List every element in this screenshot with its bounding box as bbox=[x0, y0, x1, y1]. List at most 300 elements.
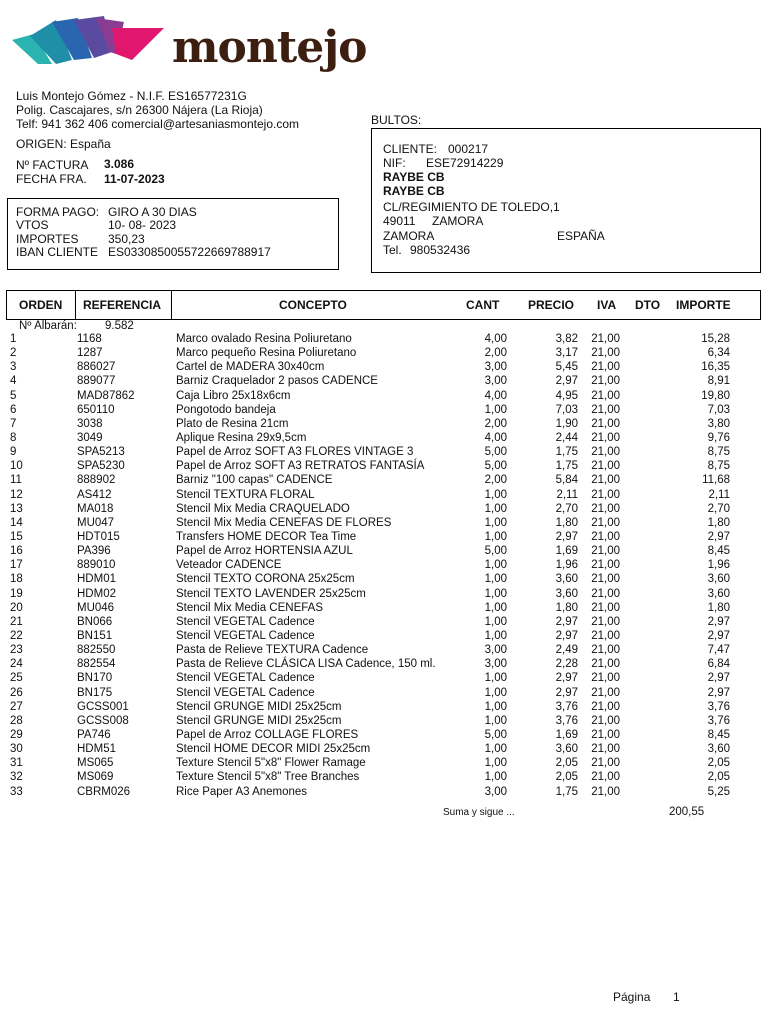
payment-forma: GIRO A 30 DIAS bbox=[108, 205, 197, 219]
row-referencia: MU046 bbox=[77, 601, 115, 614]
row-referencia: BN170 bbox=[77, 672, 113, 685]
row-cant: 1,00 bbox=[484, 743, 507, 756]
row-precio: 2,05 bbox=[555, 757, 578, 770]
row-iva: 21,00 bbox=[591, 743, 620, 756]
row-precio: 1,75 bbox=[555, 785, 578, 798]
company-line-3: Telf: 941 362 406 comercial@artesaniasmontejo.com bbox=[16, 117, 299, 131]
table-row bbox=[0, 714, 768, 728]
row-concepto: Papel de Arroz SOFT A3 FLORES VINTAGE 3 bbox=[176, 446, 414, 459]
row-iva: 21,00 bbox=[591, 530, 620, 543]
row-referencia: MS065 bbox=[77, 757, 114, 770]
row-importe: 3,76 bbox=[707, 700, 730, 713]
row-orden: 10 bbox=[10, 460, 23, 473]
row-referencia: 1287 bbox=[77, 347, 103, 360]
row-referencia: HDM01 bbox=[77, 573, 116, 586]
row-precio: 2,97 bbox=[555, 672, 578, 685]
payment-vtos-label: VTOS bbox=[16, 218, 49, 232]
albaran-label: Nº Albarán: bbox=[19, 320, 77, 332]
row-orden: 17 bbox=[10, 559, 23, 572]
row-cant: 1,00 bbox=[484, 771, 507, 784]
table-row bbox=[0, 686, 768, 700]
row-importe: 15,28 bbox=[701, 333, 730, 345]
row-concepto: Veteador CADENCE bbox=[176, 559, 282, 572]
row-referencia: 882550 bbox=[77, 644, 116, 657]
row-referencia: PA396 bbox=[77, 545, 111, 558]
row-importe: 8,91 bbox=[707, 375, 730, 388]
header-referencia: REFERENCIA bbox=[83, 298, 162, 312]
row-referencia: BN175 bbox=[77, 686, 113, 699]
table-row bbox=[0, 544, 768, 558]
row-iva: 21,00 bbox=[591, 785, 620, 798]
row-iva: 21,00 bbox=[591, 644, 620, 657]
row-orden: 4 bbox=[10, 375, 17, 388]
row-concepto: Pongotodo bandeja bbox=[176, 403, 276, 416]
row-orden: 22 bbox=[10, 629, 23, 642]
row-orden: 3 bbox=[10, 361, 17, 374]
table-row bbox=[0, 488, 768, 502]
row-concepto: Aplique Resina 29x9,5cm bbox=[176, 431, 307, 444]
invoice-date-label: FECHA FRA. bbox=[16, 172, 87, 186]
row-concepto: Stencil Mix Media CRAQUELADO bbox=[176, 502, 350, 515]
row-referencia: BN151 bbox=[77, 629, 113, 642]
row-importe: 2,97 bbox=[707, 672, 730, 685]
row-referencia: 889077 bbox=[77, 375, 116, 388]
row-cant: 1,00 bbox=[484, 403, 507, 416]
table-row bbox=[0, 785, 768, 799]
row-cant: 3,00 bbox=[484, 658, 507, 671]
row-orden: 5 bbox=[10, 389, 17, 402]
row-cant: 1,00 bbox=[484, 488, 507, 501]
row-cant: 3,00 bbox=[484, 361, 507, 374]
suma-label: Suma y sigue ... bbox=[443, 807, 515, 818]
row-cant: 4,00 bbox=[484, 431, 507, 444]
row-precio: 3,60 bbox=[555, 573, 578, 586]
table-row bbox=[0, 459, 768, 473]
row-orden: 14 bbox=[10, 516, 23, 529]
row-precio: 2,28 bbox=[555, 658, 578, 671]
row-orden: 15 bbox=[10, 530, 23, 543]
row-orden: 11 bbox=[10, 474, 22, 487]
client-name-1: RAYBE CB bbox=[383, 170, 445, 184]
table-row bbox=[0, 516, 768, 530]
row-referencia: SPA5213 bbox=[77, 446, 125, 459]
payment-vtos: 10- 08- 2023 bbox=[108, 218, 177, 232]
row-precio: 3,17 bbox=[555, 347, 578, 360]
table-row bbox=[0, 431, 768, 445]
client-address: CL/REGIMIENTO DE TOLEDO,1 bbox=[383, 200, 560, 214]
row-precio: 3,60 bbox=[555, 587, 578, 600]
row-iva: 21,00 bbox=[591, 714, 620, 727]
row-iva: 21,00 bbox=[591, 361, 620, 374]
client-nif-label: NIF: bbox=[383, 156, 406, 170]
row-iva: 21,00 bbox=[591, 347, 620, 360]
row-cant: 2,00 bbox=[484, 474, 507, 487]
row-cant: 1,00 bbox=[484, 573, 507, 586]
row-importe: 2,11 bbox=[708, 488, 730, 501]
table-row bbox=[0, 530, 768, 544]
row-referencia: 1168 bbox=[77, 333, 102, 345]
row-concepto: Stencil GRUNGE MIDI 25x25cm bbox=[176, 700, 342, 713]
row-orden: 33 bbox=[10, 785, 23, 798]
client-code: 000217 bbox=[448, 142, 489, 156]
row-precio: 2,97 bbox=[555, 375, 578, 388]
row-iva: 21,00 bbox=[591, 431, 620, 444]
header-dto: DTO bbox=[635, 298, 661, 312]
table-row bbox=[0, 629, 768, 643]
table-row bbox=[0, 657, 768, 671]
table-row bbox=[0, 346, 768, 360]
row-referencia: MU047 bbox=[77, 516, 115, 529]
client-tel: 980532436 bbox=[410, 243, 471, 257]
row-referencia: 650110 bbox=[77, 403, 115, 416]
row-importe: 2,97 bbox=[707, 615, 730, 628]
row-orden: 16 bbox=[10, 545, 23, 558]
row-precio: 5,84 bbox=[555, 474, 578, 487]
client-name-2: RAYBE CB bbox=[383, 184, 445, 198]
table-row bbox=[0, 601, 768, 615]
row-concepto: Stencil VEGETAL Cadence bbox=[176, 629, 315, 642]
row-iva: 21,00 bbox=[591, 389, 620, 402]
row-referencia: HDM02 bbox=[77, 587, 116, 600]
table-row bbox=[0, 587, 768, 601]
invoice-date: 11-07-2023 bbox=[104, 172, 165, 186]
row-orden: 18 bbox=[10, 573, 23, 586]
row-cant: 4,00 bbox=[484, 389, 507, 402]
row-iva: 21,00 bbox=[591, 757, 620, 770]
row-iva: 21,00 bbox=[591, 375, 620, 388]
row-concepto: Stencil VEGETAL Cadence bbox=[176, 615, 315, 628]
row-cant: 5,00 bbox=[484, 460, 507, 473]
row-iva: 21,00 bbox=[591, 403, 620, 416]
row-importe: 2,05 bbox=[707, 771, 730, 784]
table-row bbox=[0, 360, 768, 374]
row-precio: 1,69 bbox=[555, 728, 578, 741]
suma-value: 200,55 bbox=[669, 806, 705, 818]
row-precio: 2,97 bbox=[555, 686, 578, 699]
row-referencia: MAD87862 bbox=[77, 389, 135, 402]
row-concepto: Stencil VEGETAL Cadence bbox=[176, 686, 315, 699]
row-cant: 1,00 bbox=[484, 615, 507, 628]
row-importe: 8,45 bbox=[707, 728, 730, 741]
row-importe: 6,34 bbox=[707, 347, 730, 360]
row-referencia: 3038 bbox=[77, 417, 103, 430]
payment-importes: 350,23 bbox=[108, 232, 145, 246]
row-precio: 7,03 bbox=[555, 403, 578, 416]
origin: ORIGEN: España bbox=[16, 137, 111, 151]
row-concepto: Stencil TEXTO CORONA 25x25cm bbox=[176, 573, 355, 586]
row-iva: 21,00 bbox=[591, 460, 620, 473]
row-concepto: Stencil GRUNGE MIDI 25x25cm bbox=[176, 714, 342, 727]
company-line-1: Luis Montejo Gómez - N.I.F. ES16577231G bbox=[16, 89, 247, 103]
client-postal: 49011 bbox=[383, 214, 416, 228]
row-concepto: Papel de Arroz COLLAGE FLORES bbox=[176, 728, 359, 741]
row-orden: 12 bbox=[10, 488, 23, 501]
header-importe: IMPORTE bbox=[676, 298, 731, 312]
row-importe: 9,76 bbox=[707, 431, 730, 444]
row-precio: 3,60 bbox=[555, 743, 578, 756]
row-concepto: Stencil TEXTURA FLORAL bbox=[176, 488, 315, 501]
client-nif: ESE72914229 bbox=[426, 156, 504, 170]
row-importe: 2,97 bbox=[707, 530, 730, 543]
row-cant: 1,00 bbox=[484, 714, 507, 727]
payment-iban: ES0330850055722669788917 bbox=[108, 245, 271, 259]
row-concepto: Cartel de MADERA 30x40cm bbox=[176, 361, 325, 374]
row-iva: 21,00 bbox=[591, 686, 620, 699]
row-iva: 21,00 bbox=[591, 658, 620, 671]
client-city: ZAMORA bbox=[432, 214, 484, 228]
row-orden: 28 bbox=[10, 714, 23, 727]
row-orden: 26 bbox=[10, 686, 23, 699]
table-row bbox=[0, 502, 768, 516]
row-concepto: Stencil TEXTO LAVENDER 25x25cm bbox=[176, 587, 366, 600]
row-cant: 5,00 bbox=[484, 728, 507, 741]
row-concepto: Pasta de Relieve TEXTURA Cadence bbox=[176, 644, 369, 657]
row-precio: 2,97 bbox=[555, 629, 578, 642]
table-row bbox=[0, 403, 768, 417]
company-line-2: Polig. Cascajares, s/n 26300 Nájera (La Rioja) bbox=[16, 103, 263, 117]
row-referencia: AS412 bbox=[77, 488, 112, 501]
row-concepto: Stencil Mix Media CENEFAS bbox=[176, 601, 323, 614]
payment-importes-label: IMPORTES bbox=[16, 232, 79, 246]
row-concepto: Stencil Mix Media CENEFAS DE FLORES bbox=[176, 516, 392, 529]
row-cant: 2,00 bbox=[484, 417, 507, 430]
row-concepto: Stencil VEGETAL Cadence bbox=[176, 672, 315, 685]
row-iva: 21,00 bbox=[591, 545, 620, 558]
header-cant: CANT bbox=[466, 298, 500, 312]
row-orden: 21 bbox=[10, 615, 23, 628]
row-cant: 1,00 bbox=[484, 587, 507, 600]
row-cant: 3,00 bbox=[484, 644, 507, 657]
row-concepto: Barniz Craquelador 2 pasos CADENCE bbox=[176, 375, 378, 388]
row-concepto: Barniz "100 capas" CADENCE bbox=[176, 474, 333, 487]
row-orden: 13 bbox=[10, 502, 23, 515]
row-referencia: 3049 bbox=[77, 431, 103, 444]
row-orden: 20 bbox=[10, 601, 23, 614]
row-importe: 2,97 bbox=[707, 686, 730, 699]
row-referencia: MA018 bbox=[77, 502, 114, 515]
table-row bbox=[0, 417, 768, 431]
table-row bbox=[0, 374, 768, 388]
row-referencia: 886027 bbox=[77, 361, 116, 374]
row-referencia: BN066 bbox=[77, 615, 113, 628]
client-label: CLIENTE: bbox=[383, 142, 438, 156]
row-cant: 1,00 bbox=[484, 672, 507, 685]
row-cant: 3,00 bbox=[484, 785, 507, 798]
row-iva: 21,00 bbox=[591, 728, 620, 741]
row-cant: 5,00 bbox=[484, 545, 507, 558]
table-body bbox=[0, 332, 768, 799]
row-importe: 7,47 bbox=[707, 644, 730, 657]
row-importe: 19,80 bbox=[701, 389, 730, 402]
row-concepto: Pasta de Relieve CLÁSICA LISA Cadence, 150 ml. bbox=[176, 658, 436, 671]
row-precio: 3,76 bbox=[555, 714, 578, 727]
client-tel-label: Tel. bbox=[383, 243, 402, 257]
row-precio: 1,69 bbox=[555, 545, 578, 558]
row-concepto: Transfers HOME DECOR Tea Time bbox=[176, 530, 357, 543]
row-cant: 5,00 bbox=[484, 446, 507, 459]
row-importe: 1,80 bbox=[707, 601, 730, 614]
brand-name: montejo bbox=[172, 22, 367, 73]
row-concepto: Texture Stencil 5"x8" Tree Branches bbox=[176, 771, 360, 784]
row-referencia: GCSS008 bbox=[77, 714, 129, 727]
table-row bbox=[0, 473, 768, 487]
row-cant: 1,00 bbox=[484, 601, 507, 614]
row-iva: 21,00 bbox=[591, 446, 620, 459]
row-precio: 2,44 bbox=[555, 431, 578, 444]
row-importe: 7,03 bbox=[707, 403, 730, 416]
row-importe: 1,96 bbox=[707, 559, 730, 572]
table-row bbox=[0, 558, 768, 572]
row-iva: 21,00 bbox=[591, 615, 620, 628]
row-importe: 16,35 bbox=[701, 361, 730, 374]
row-importe: 2,05 bbox=[707, 757, 730, 770]
row-referencia: CBRM026 bbox=[77, 785, 131, 798]
row-orden: 27 bbox=[10, 700, 23, 713]
row-cant: 1,00 bbox=[484, 686, 507, 699]
row-precio: 1,75 bbox=[555, 446, 578, 459]
row-concepto: Papel de Arroz SOFT A3 RETRATOS FANTASÍA bbox=[176, 460, 425, 473]
table-row bbox=[0, 728, 768, 742]
row-orden: 29 bbox=[10, 728, 23, 741]
row-orden: 9 bbox=[10, 446, 17, 459]
row-iva: 21,00 bbox=[591, 672, 620, 685]
row-orden: 19 bbox=[10, 587, 23, 600]
row-importe: 3,60 bbox=[707, 573, 730, 586]
page-label: Página bbox=[613, 990, 651, 1004]
row-referencia: 882554 bbox=[77, 658, 116, 671]
row-orden: 24 bbox=[10, 658, 23, 671]
row-precio: 2,49 bbox=[555, 644, 578, 657]
row-orden: 30 bbox=[10, 743, 23, 756]
row-concepto: Caja Libro 25x18x6cm bbox=[176, 389, 291, 402]
row-precio: 2,11 bbox=[556, 488, 578, 501]
header-precio: PRECIO bbox=[528, 298, 575, 312]
row-concepto: Stencil HOME DECOR MIDI 25x25cm bbox=[176, 743, 371, 756]
table-row bbox=[0, 643, 768, 657]
row-importe: 3,60 bbox=[707, 587, 730, 600]
row-iva: 21,00 bbox=[591, 333, 620, 345]
row-iva: 21,00 bbox=[591, 573, 620, 586]
row-concepto: Texture Stencil 5"x8" Flower Ramage bbox=[176, 757, 366, 770]
row-iva: 21,00 bbox=[591, 629, 620, 642]
row-referencia: GCSS001 bbox=[77, 700, 129, 713]
row-importe: 2,70 bbox=[707, 502, 730, 515]
row-concepto: Papel de Arroz HORTENSIA AZUL bbox=[176, 545, 353, 558]
row-cant: 1,00 bbox=[484, 757, 507, 770]
row-cant: 1,00 bbox=[484, 700, 507, 713]
row-importe: 3,60 bbox=[707, 743, 730, 756]
montejo-logo-icon bbox=[12, 14, 168, 68]
row-iva: 21,00 bbox=[591, 700, 620, 713]
row-cant: 3,00 bbox=[484, 375, 507, 388]
row-iva: 21,00 bbox=[591, 587, 620, 600]
row-orden: 32 bbox=[10, 771, 23, 784]
row-precio: 3,82 bbox=[555, 333, 578, 345]
row-iva: 21,00 bbox=[591, 601, 620, 614]
client-province: ZAMORA bbox=[383, 229, 435, 243]
row-precio: 1,80 bbox=[555, 601, 578, 614]
row-referencia: MS069 bbox=[77, 771, 114, 784]
row-referencia: HDT015 bbox=[77, 530, 120, 543]
row-iva: 21,00 bbox=[591, 502, 620, 515]
row-orden: 7 bbox=[10, 417, 17, 430]
invoice-number: 3.086 bbox=[104, 157, 135, 171]
row-iva: 21,00 bbox=[591, 474, 620, 487]
table-row bbox=[0, 770, 768, 784]
bultos-label: BULTOS: bbox=[371, 113, 422, 127]
row-iva: 21,00 bbox=[591, 559, 620, 572]
row-precio: 1,80 bbox=[555, 516, 578, 529]
row-importe: 8,45 bbox=[707, 545, 730, 558]
table-row bbox=[0, 742, 768, 756]
row-precio: 5,45 bbox=[555, 361, 578, 374]
row-importe: 5,25 bbox=[707, 785, 730, 798]
row-precio: 2,70 bbox=[555, 502, 578, 515]
table-row bbox=[0, 572, 768, 586]
row-iva: 21,00 bbox=[591, 488, 620, 501]
invoice-number-label: Nº FACTURA bbox=[16, 158, 89, 172]
header-concepto: CONCEPTO bbox=[279, 298, 347, 312]
row-iva: 21,00 bbox=[591, 417, 620, 430]
row-precio: 2,05 bbox=[555, 771, 578, 784]
table-row bbox=[0, 756, 768, 770]
payment-iban-label: IBAN CLIENTE bbox=[16, 245, 99, 259]
table-row bbox=[0, 700, 768, 714]
row-cant: 1,00 bbox=[484, 502, 507, 515]
row-cant: 2,00 bbox=[484, 347, 507, 360]
table-row bbox=[0, 671, 768, 685]
row-precio: 3,76 bbox=[555, 700, 578, 713]
row-importe: 6,84 bbox=[707, 658, 730, 671]
row-importe: 11,68 bbox=[702, 474, 730, 487]
row-orden: 1 bbox=[10, 333, 17, 345]
row-referencia: 889010 bbox=[77, 559, 116, 572]
row-precio: 1,96 bbox=[555, 559, 578, 572]
row-referencia: 888902 bbox=[77, 474, 116, 487]
row-orden: 31 bbox=[10, 757, 23, 770]
row-cant: 1,00 bbox=[484, 559, 507, 572]
albaran-number: 9.582 bbox=[105, 320, 134, 332]
row-referencia: HDM51 bbox=[77, 743, 116, 756]
table-header bbox=[6, 290, 761, 320]
table-row bbox=[0, 615, 768, 629]
row-orden: 23 bbox=[10, 644, 23, 657]
row-iva: 21,00 bbox=[591, 516, 620, 529]
row-importe: 8,75 bbox=[707, 446, 730, 459]
row-importe: 1,80 bbox=[707, 516, 730, 529]
row-precio: 2,97 bbox=[555, 530, 578, 543]
row-cant: 1,00 bbox=[484, 629, 507, 642]
payment-forma-label: FORMA PAGO: bbox=[16, 205, 100, 219]
row-importe: 3,80 bbox=[707, 417, 730, 430]
client-country: ESPAÑA bbox=[557, 229, 605, 243]
row-orden: 8 bbox=[10, 431, 17, 444]
row-importe: 2,97 bbox=[707, 629, 730, 642]
row-cant: 1,00 bbox=[484, 516, 507, 529]
row-referencia: PA746 bbox=[77, 728, 111, 741]
row-concepto: Marco pequeño Resina Poliuretano bbox=[176, 347, 357, 360]
row-importe: 3,76 bbox=[707, 714, 730, 727]
row-concepto: Plato de Resina 21cm bbox=[176, 417, 289, 430]
page-number: 1 bbox=[673, 990, 680, 1004]
row-concepto: Rice Paper A3 Anemones bbox=[176, 785, 308, 798]
row-iva: 21,00 bbox=[591, 771, 620, 784]
row-orden: 6 bbox=[10, 403, 17, 416]
header-orden: ORDEN bbox=[19, 298, 63, 312]
row-precio: 1,90 bbox=[555, 417, 578, 430]
row-precio: 1,75 bbox=[555, 460, 578, 473]
row-precio: 2,97 bbox=[555, 615, 578, 628]
